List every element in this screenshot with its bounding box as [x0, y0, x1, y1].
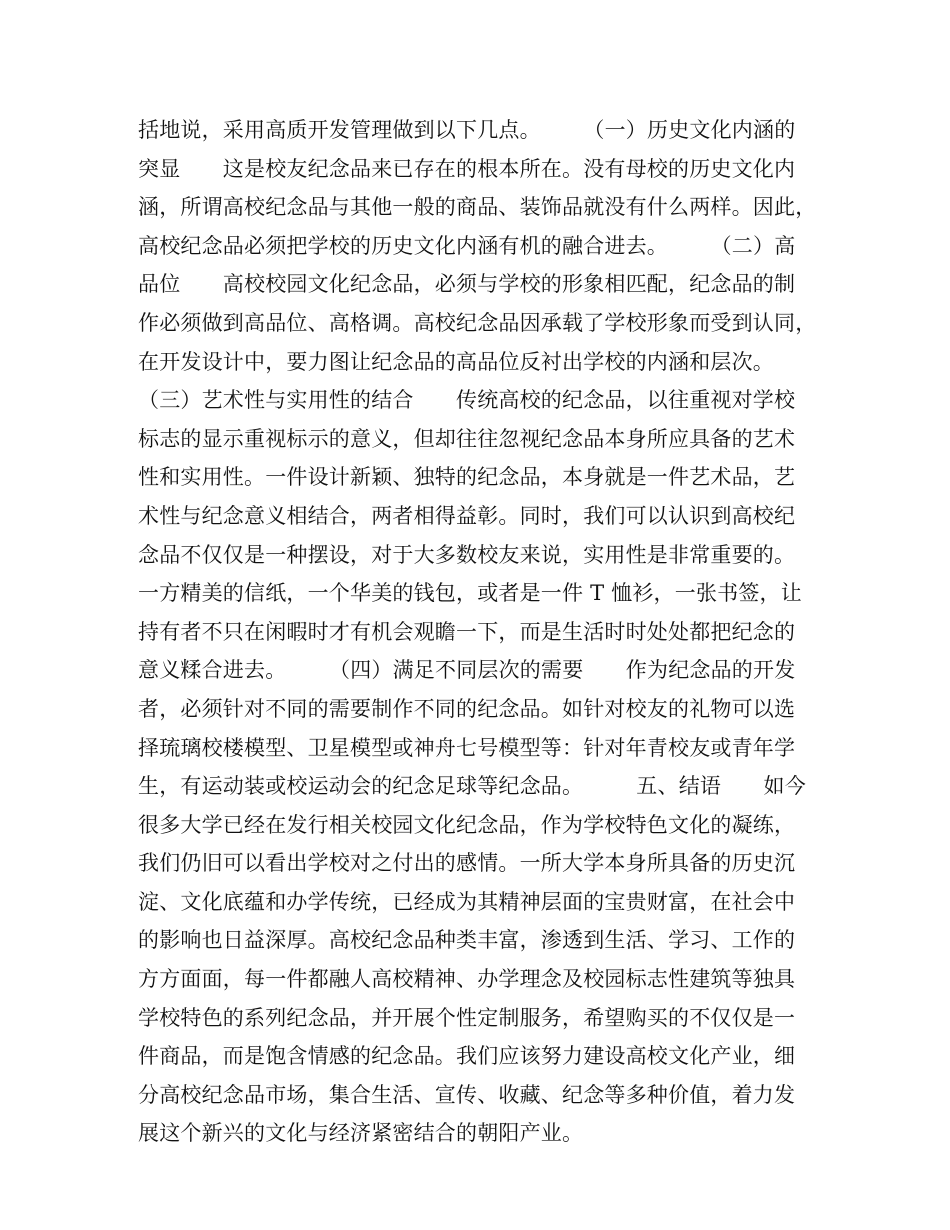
text-line: 品位 高校校园文化纪念品，必须与学校的形象相匹配，纪念品的制: [138, 272, 796, 297]
text-line: 涵，所谓高校纪念品与其他一般的商品、装饰品就没有什么两样。因此，: [138, 195, 817, 220]
text-line: 一方精美的信纸，一个华美的钱包，或者是一件 T 恤衫，一张书签，让: [138, 581, 802, 606]
text-line: 很多大学已经在发行相关校园文化纪念品，作为学校特色文化的凝练，: [138, 812, 796, 837]
text-line: 方方面面，每一件都融人高校精神、办学理念及校园标志性建筑等独具: [138, 967, 796, 992]
text-line: 择琉璃校楼模型、卫星模型或神舟七号模型等：针对年青校友或青年学: [138, 735, 796, 760]
text-line: 生，有运动装或校运动会的纪念足球等纪念品。 五、结语 如今: [138, 774, 806, 799]
text-line: 术性与纪念意义相结合，两者相得益彰。同时，我们可以认识到高校纪: [138, 503, 796, 528]
text-line: 分高校纪念品市场，集合生活、宣传、收藏、纪念等多种价值，着力发: [138, 1082, 796, 1107]
text-line: 念品不仅仅是一种摆设，对于大多数校友来说，实用性是非常重要的。: [138, 542, 796, 567]
body-text: [138, 111, 828, 1153]
text-line: 作必须做到高品位、高格调。高校纪念品因承载了学校形象而受到认同，: [138, 310, 817, 335]
text-line: 的影响也日益深厚。高校纪念品种类丰富，渗透到生活、学习、工作的: [138, 928, 796, 953]
text-line: 持有者不只在闲暇时才有机会观瞻一下，而是生活时时处处都把纪念的: [138, 619, 796, 644]
text-line: （三）艺术性与实用性的结合 传统高校的纪念品，以往重视对学校: [138, 388, 796, 413]
text-line: 意义糅合进去。 （四）满足不同层次的需要 作为纪念品的开发: [138, 658, 796, 683]
text-line: 在开发设计中，要力图让纪念品的高品位反衬出学校的内涵和层次。: [138, 349, 774, 374]
text-line: 高校纪念品必须把学校的历史文化内涵有机的融合进去。 （二）高: [138, 233, 796, 258]
text-line: 突显 这是校友纪念品来已存在的根本所在。没有母校的历史文化内: [138, 156, 796, 181]
text-line: 学校特色的系列纪念品，并开展个性定制服务，希望购买的不仅仅是一: [138, 1005, 796, 1030]
text-line: 淀、文化底蕴和办学传统，已经成为其精神层面的宝贵财富，在社会中: [138, 889, 796, 914]
text-line: 件商品，而是饱含情感的纪念品。我们应该努力建设高校文化产业，细: [138, 1044, 796, 1069]
text-line: 展这个新兴的文化与经济紧密结合的朝阳产业。: [138, 1121, 584, 1146]
text-line: 性和实用性。一件设计新颖、独特的纪念品，本身就是一件艺术品，艺: [138, 465, 796, 490]
text-line: 我们仍旧可以看出学校对之付出的感情。一所大学本身所具备的历史沉: [138, 851, 796, 876]
text-line: 括地说，采用高质开发管理做到以下几点。 （一）历史文化内涵的: [138, 118, 796, 142]
text-line: 标志的显示重视标示的意义，但却往往忽视纪念品本身所应具备的艺术: [138, 426, 796, 451]
text-line: 者，必须针对不同的需要制作不同的纪念品。如针对校友的礼物可以选: [138, 696, 796, 721]
